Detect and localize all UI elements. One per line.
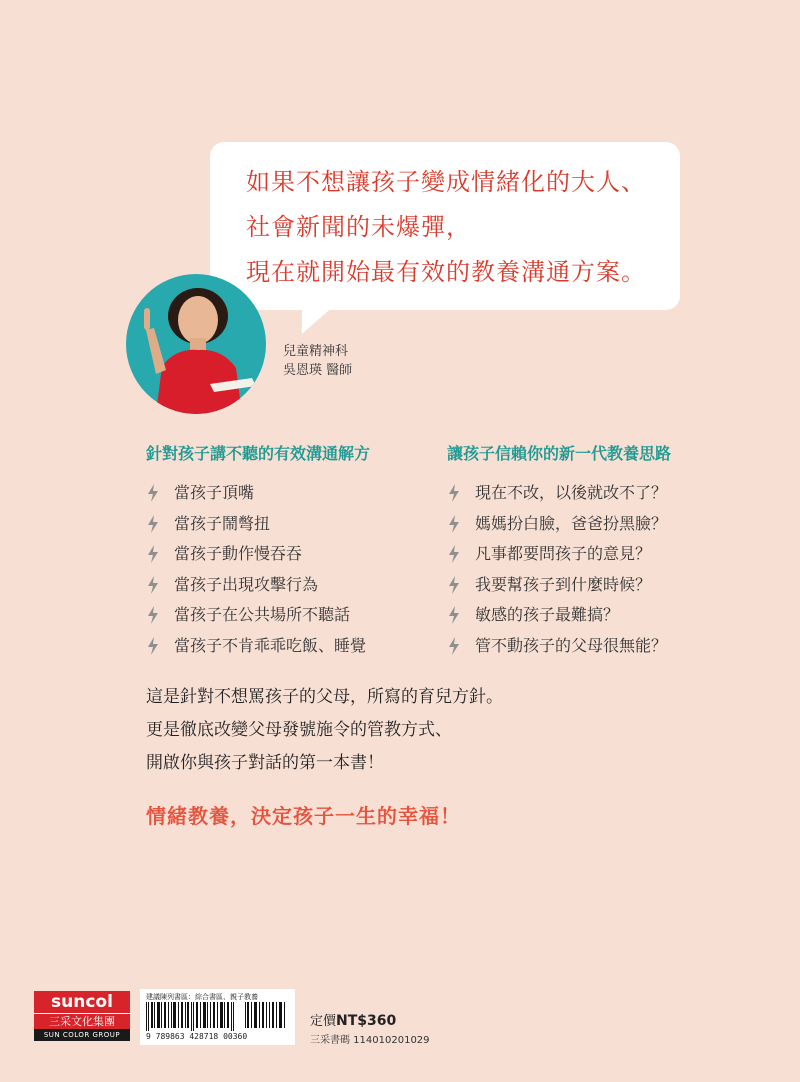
body-line-2: 更是徹底改變父母發號施令的管教方式、 [146,720,452,740]
list-item: 管不動孩子的父母很無能？ [447,631,671,662]
bubble-line-3: 現在就開始最有效的教養溝通方案。 [246,258,646,286]
lightning-icon [447,637,461,655]
lightning-icon [146,515,160,533]
logo-english-name: SUN COLOR GROUP [34,1029,130,1041]
price [310,1010,396,1029]
lightning-icon [146,606,160,624]
slogan: 情緒教養，決定孩子一生的幸福！ [146,804,461,828]
left-column-title: 針對孩子講不聽的有效溝通解方 [146,444,371,463]
list-item: 當孩子不肯乖乖吃飯、睡覺 [146,631,370,662]
barcode-bars [146,1002,289,1031]
logo-chinese-name: 三采文化集團 [34,1013,130,1029]
list-item: 當孩子動作慢吞吞 [146,539,370,570]
publisher-logo [34,991,130,1041]
list-item: 凡事都要問孩子的意見？ [447,539,671,570]
doctor-photo [126,274,266,414]
list-item: 敏感的孩子最難搞？ [447,600,671,631]
right-column-title: 讓孩子信賴你的新一代教養思路 [447,444,672,463]
lightning-icon [447,606,461,624]
bubble-line-1: 如果不想讓孩子變成情緒化的大人、 [246,168,646,196]
lightning-icon [447,576,461,594]
list-item: 我要幫孩子到什麼時候？ [447,570,671,601]
body-line-1: 這是針對不想罵孩子的父母，所寫的育兒方針。 [146,687,503,707]
left-column [146,441,370,661]
barcode [140,989,295,1045]
price-label: 定價 [310,1014,337,1029]
book-code: 三采書碼 114010201029 [310,1035,430,1046]
list-item: 媽媽扮白臉，爸爸扮黑臉？ [447,509,671,540]
shelf-category: 建議陳列書區：綜合書區、親子教養 [146,993,258,1001]
lightning-icon [447,545,461,563]
logo-wordmark: suncol [34,991,130,1013]
right-column [447,441,671,661]
lightning-icon [447,515,461,533]
list-item: 當孩子頂嘴 [146,478,370,509]
list-item: 現在不改，以後就改不了？ [447,478,671,509]
doctor-name: 吳恩瑛 醫師 [283,363,353,378]
body-paragraph [146,681,503,780]
bubble-line-2: 社會新聞的未爆彈， [246,213,471,241]
bubble-quote [246,160,646,295]
list-item: 當孩子出現攻擊行為 [146,570,370,601]
list-item: 當孩子鬧彆扭 [146,509,370,540]
isbn-number: 9 789863 428718 00360 [146,1032,248,1041]
doctor-caption [283,342,352,380]
doctor-title: 兒童精神科 [283,344,349,359]
lightning-icon [146,576,160,594]
lightning-icon [146,637,160,655]
body-line-3: 開啟你與孩子對話的第一本書！ [146,753,384,773]
price-value: NT$360 [336,1013,397,1029]
lightning-icon [146,545,160,563]
lightning-icon [447,484,461,502]
list-item: 當孩子在公共場所不聽話 [146,600,370,631]
lightning-icon [146,484,160,502]
